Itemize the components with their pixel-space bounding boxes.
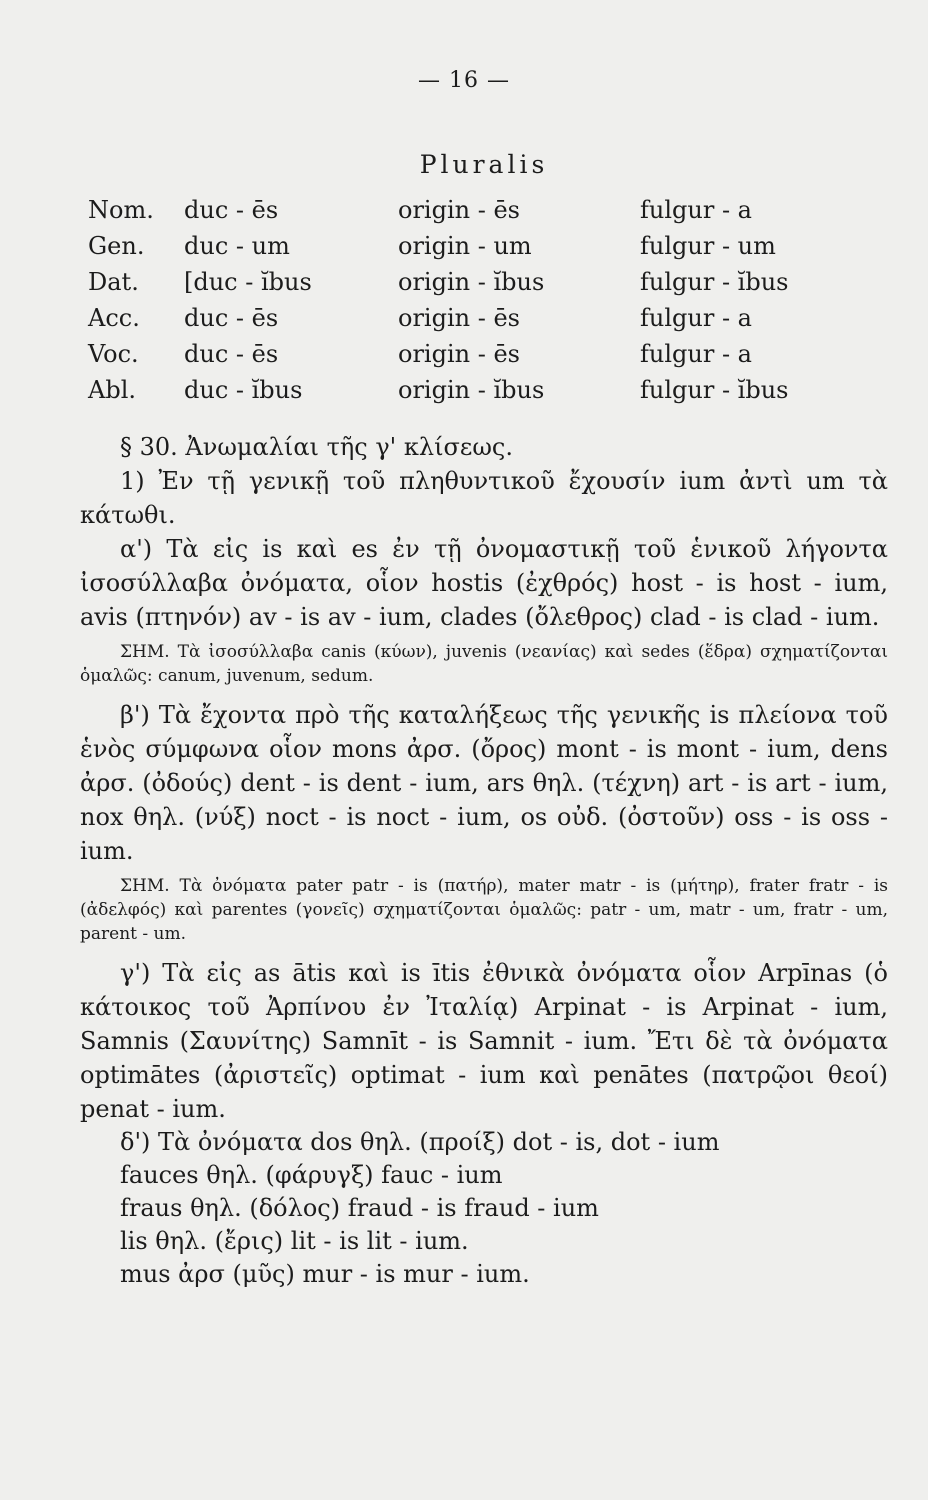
- list-item: mus ἀρσ (μῦς) mur - is mur - ium.: [120, 1260, 530, 1288]
- form-fulgur: fulgur - a: [640, 196, 752, 224]
- list-item: fauces θηλ. (φάρυγξ) fauc - ium: [120, 1161, 503, 1189]
- list-item: fraus θηλ. (δόλος) fraud - is fraud - ium: [120, 1194, 599, 1222]
- form-fulgur: fulgur - ĭbus: [640, 268, 789, 296]
- declension-row: [88, 196, 828, 232]
- declension-table: [88, 196, 828, 412]
- paragraph-1: 1) Ἐν τῇ γενικῇ τοῦ πληθυντικοῦ ἔχουσίν ium ἀντὶ um τὰ κάτωθι.: [80, 467, 888, 529]
- list-item: δ') Τὰ ὀνόματα dos θηλ. (προίξ) dot - is, dot - ium: [120, 1128, 720, 1156]
- form-origin: origin - ēs: [398, 304, 520, 332]
- declension-row: [88, 376, 828, 412]
- form-fulgur: fulgur - a: [640, 304, 752, 332]
- form-fulgur: fulgur - a: [640, 340, 752, 368]
- declension-row: [88, 232, 828, 268]
- form-duc: duc - ēs: [184, 304, 279, 332]
- page-title: Pluralis: [419, 150, 549, 179]
- declension-row: [88, 340, 828, 376]
- case-label: Acc.: [88, 304, 140, 332]
- form-duc: duc - ĭbus: [184, 376, 303, 404]
- paragraph-gamma: γ') Τὰ εἰς as ātis καὶ is ītis ἐθνικὰ ὀνόματα οἷον Arpīnas (ὁ κάτοικος τοῦ Ἀρπίνου ἐν Ἰταλίᾳ) Arpinat - is Arpinat - ium, Samnis (Σαυνίτης) Samnīt - is Samnit - ium. Ἔτι δὲ τὰ ὀνόματα optimātes (ἀριστεῖς) optimat - ium καὶ penātes (πατρῷοι θεοί) penat - ium.: [80, 959, 888, 1123]
- form-duc: duc - ēs: [184, 340, 279, 368]
- section-heading: § 30. Ἀνωμαλίαι τῆς γ' κλίσεως.: [120, 433, 513, 461]
- form-duc: [duc - ĭbus: [184, 268, 312, 296]
- case-label: Gen.: [88, 232, 145, 260]
- form-origin: origin - ēs: [398, 196, 520, 224]
- paragraph-delta-list: [80, 1126, 888, 1291]
- paragraph-alpha: α') Τὰ εἰς is καὶ es ἐν τῇ ὀνομαστικῇ τοῦ ἑνικοῦ λήγοντα ἰσοσύλλαβα ὀνόματα, οἷον hostis (ἐχθρός) host - is host - ium, avis (πτηνόν) av - is av - ium, clades (ὄλεθρος) clad - is clad - ium.: [80, 535, 888, 631]
- case-label: Nom.: [88, 196, 154, 224]
- body-text: [80, 430, 888, 1291]
- form-origin: origin - ēs: [398, 340, 520, 368]
- case-label: Dat.: [88, 268, 139, 296]
- declension-row: [88, 268, 828, 304]
- page-number: — 16 —: [418, 68, 510, 93]
- paragraph-beta: β') Τὰ ἔχοντα πρὸ τῆς καταλήξεως τῆς γενικῆς is πλείονα τοῦ ἑνὸς σύμφωνα οἷον mons ἀρσ. (ὄρος) mont - is mont - ium, dens ἀρσ. (ὀδούς) dent - is dent - ium, ars θηλ. (τέχνη) art - is art - ium, nox θηλ. (νύξ) noct - is noct - ium, os οὐδ. (ὀστοῦν) oss - is oss - ium.: [80, 701, 888, 865]
- form-origin: origin - ĭbus: [398, 268, 545, 296]
- form-origin: origin - um: [398, 232, 532, 260]
- declension-row: [88, 304, 828, 340]
- note-2: ΣΗΜ. Τὰ ὀνόματα pater patr - is (πατήρ), mater matr - is (μήτηρ), frater fratr - is (ἀδελφός) καὶ parentes (γονεῖς) σχηματίζονται ὁμαλῶς: patr - um, matr - um, fratr - um, parent - um.: [80, 876, 888, 944]
- list-item: lis θηλ. (ἔρις) lit - is lit - ium.: [120, 1227, 469, 1255]
- form-origin: origin - ĭbus: [398, 376, 545, 404]
- form-fulgur: fulgur - ĭbus: [640, 376, 789, 404]
- form-duc: duc - ēs: [184, 196, 279, 224]
- case-label: Abl.: [88, 376, 136, 404]
- case-label: Voc.: [88, 340, 139, 368]
- form-fulgur: fulgur - um: [640, 232, 776, 260]
- note-1: ΣΗΜ. Τὰ ἰσοσύλλαβα canis (κύων), juvenis (νεανίας) καὶ sedes (ἕδρα) σχηματίζονται ὁμαλῶς: canum, juvenum, sedum.: [80, 642, 888, 686]
- form-duc: duc - um: [184, 232, 290, 260]
